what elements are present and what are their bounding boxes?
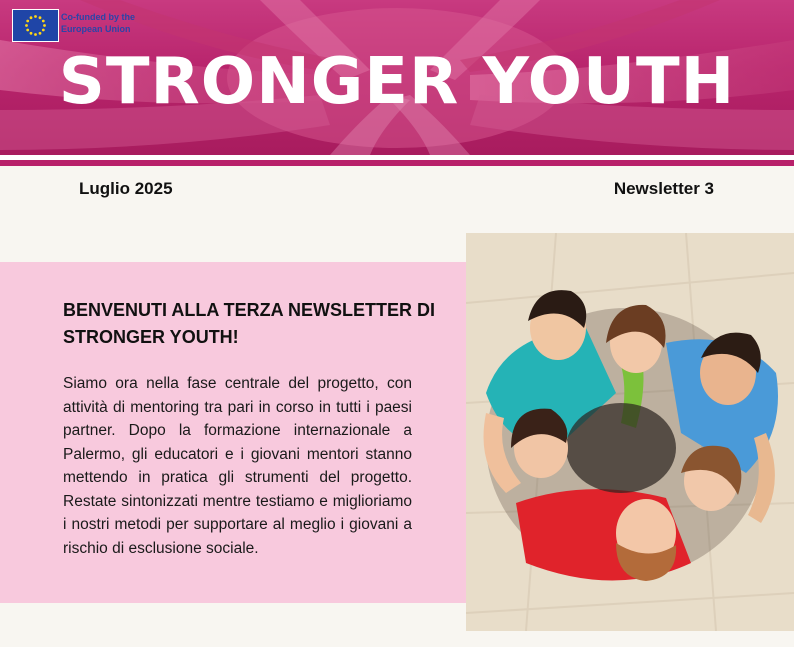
eu-stars-icon xyxy=(13,10,58,41)
newsletter-title: STRONGER YOUTH xyxy=(58,45,736,119)
eu-funding-label: Co-funded by the European Union xyxy=(61,12,135,34)
issue-number: Newsletter 3 xyxy=(613,179,714,198)
divider-magenta xyxy=(0,160,794,166)
article-body: Siamo ora nella fase centrale del progetto, con attività di mentoring tra pari in corso in tutti i paesi partner. Dopo la formazione internazionale a Palermo, gli educatori e i giovani mentori stanno mettendo in pratica gli strumenti del progetto. Restate sintonizzati mentre testiamo e miglioriamo i nostri metodi per supportare al meglio i giovani a rischio di esclusione sociale. xyxy=(63,375,412,557)
header-banner xyxy=(0,0,794,155)
eu-flag-logo xyxy=(12,9,59,42)
article-headline: BENVENUTI ALLA TERZA NEWSLETTER DI STRONGER YOUTH! xyxy=(63,300,435,347)
issue-date: Luglio 2025 xyxy=(79,179,173,198)
group-circle-illustration xyxy=(466,233,794,631)
youth-group-photo xyxy=(466,233,794,631)
